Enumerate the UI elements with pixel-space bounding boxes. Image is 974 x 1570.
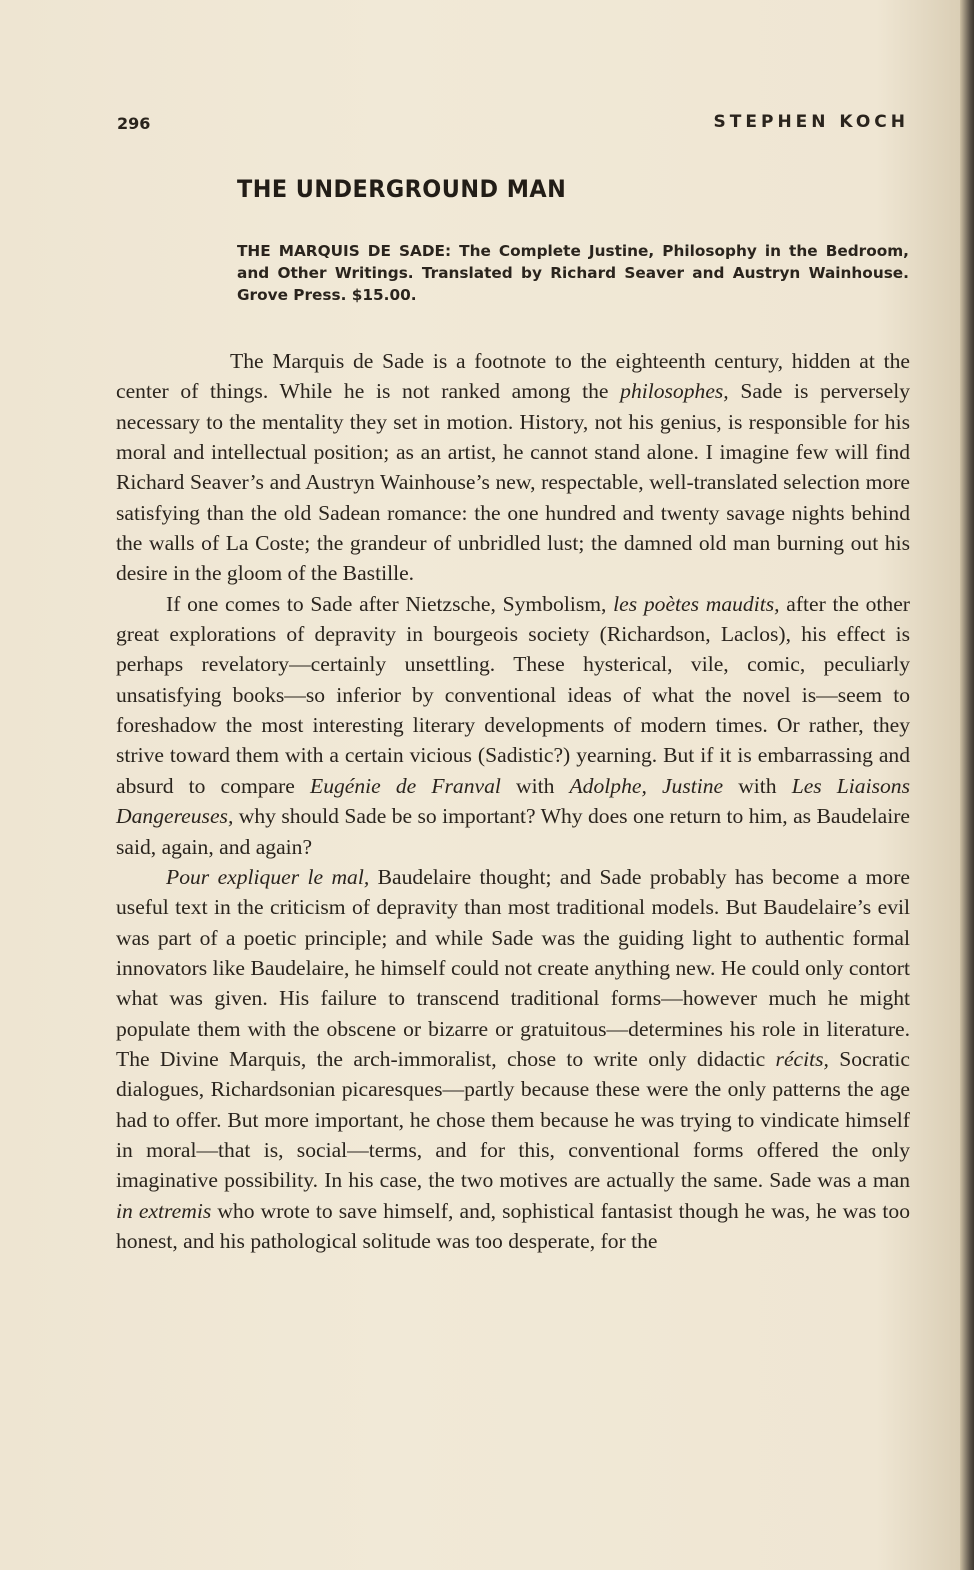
- page-header: [117, 112, 909, 138]
- paragraph-2: If one comes to Sade after Nietzsche, Symbolism, les poètes maudits, after the other great explorations of depravity in bourgeois society (Richardson, Laclos), his effect is perhaps revelatory—certainly unsettling. These hysterical, vile, comic, peculiarly unsatisfying books—so inferior by conventional ideas of what the novel is—seem to foreshadow the most interesting literary developments of modern times. Or rather, they strive toward them with a certain vicious (Sadistic?) yearning. But if it is embarrassing and absurd to compare Eugénie de Franval with Adolphe, Justine with Les Liaisons Dangereuses, why should Sade be so important? Why does one return to him, as Baudelaire said, again, and again?: [116, 591, 911, 859]
- paragraph-3: Pour expliquer le mal, Baudelaire thought; and Sade probably has become a more useful text in the criticism of depravity than most traditional models. But Baudelaire’s evil was part of a poetic principle; and while Sade was the guiding light to authentic formal innovators like Baudelaire, he himself could not create anything new. He could only contort what was given. His failure to transcend traditional forms—however much he might populate them with the obscene or bizarre or gratuitous—determines his role in literature. The Divine Marquis, the arch-immoralist, chose to write only didactic récits, Socratic dialogues, Richardsonian picaresques—partly because these were the only patterns the age had to offer. But more important, he chose them because he was trying to vindicate himself in moral—that is, social—terms, and for this, conventional forms offered the only imaginative possibility. In his case, the two motives are actually the same. Sade was a man in extremis who wrote to save himself, and, sophistical fantasist though he was, he was too honest, and his pathological solitude was too desperate, for the: [116, 864, 911, 1253]
- book-citation: THE MARQUIS DE SADE: The Complete Justine, Philosophy in the Bedroom, and Other Writings. Translated by Richard Seaver and Austryn Wainhouse. Grove Press. $15.00.: [237, 242, 909, 304]
- page-number: 296: [117, 114, 151, 133]
- paragraph-1: The Marquis de Sade is a footnote to the eighteenth century, hidden at the center of things. While he is not ranked among the philosophes, Sade is perversely necessary to the mentality they set in motion. History, not his genius, is responsible for his moral and intellectual position; as an artist, he cannot stand alone. I imagine few will find Richard Seaver’s and Austryn Wainhouse’s new, respectable, well-translated selection more satisfying than the old Sadean romance: the one hundred and twenty savage nights behind the walls of La Coste; the grandeur of unbridled lust; the damned old man burning out his desire in the gloom of the Bastille.: [116, 349, 910, 586]
- article-title: THE UNDERGROUND MAN: [237, 175, 567, 203]
- article-body: [116, 346, 910, 1256]
- book-spine-shadow: [960, 0, 974, 1570]
- running-head-author: STEPHEN KOCH: [713, 112, 909, 132]
